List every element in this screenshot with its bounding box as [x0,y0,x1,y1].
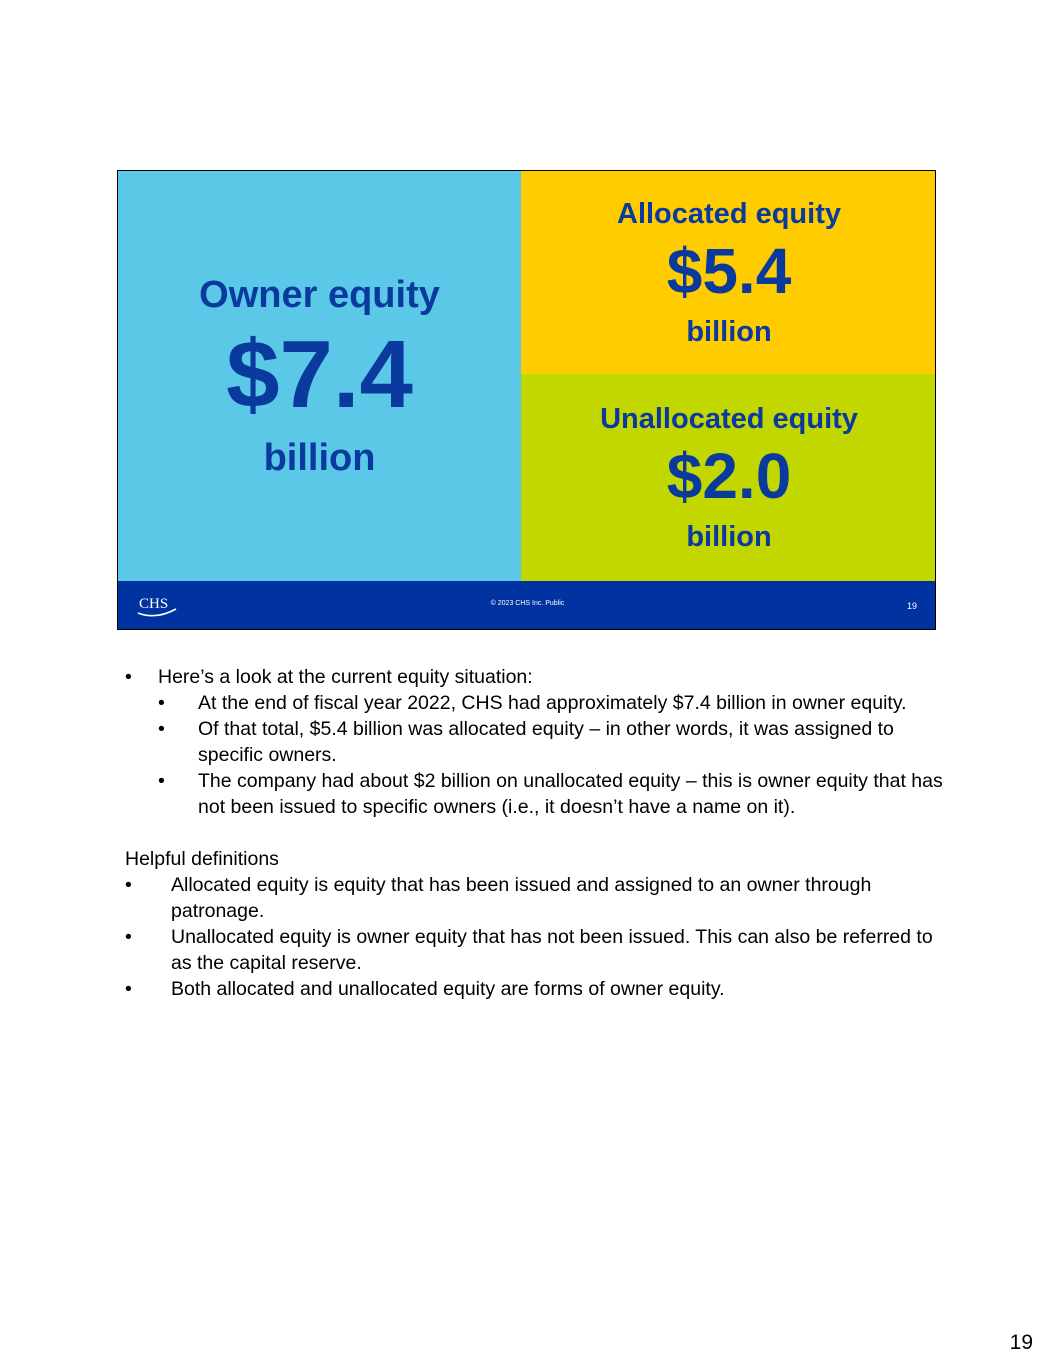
unallocated-equity-value: $2.0 [666,439,792,512]
definition-item [125,872,945,924]
allocated-equity-title: Allocated equity [617,197,841,230]
chs-logo-text: CHS [139,596,169,612]
notes-sub-item [125,716,945,768]
definition-item [125,924,945,976]
allocated-equity-value: $5.4 [666,234,792,307]
slide-thumbnail [117,170,936,630]
bullet-marker: • [158,770,165,792]
allocated-equity-unit: billion [686,315,772,348]
owner-equity-unit: billion [263,437,376,479]
owner-equity-value: $7.4 [226,321,413,428]
definition-text: Both allocated and unallocated equity are forms of owner equity. [171,978,725,1000]
allocated-equity-panel [521,171,936,374]
copyright-text: © 2023 CHS Inc. Public [490,600,565,607]
notes-sub-text: The company had about $2 billion on unallocated equity – this is owner equity that has not been issued to specific owners (i.e., it doesn’t have a name on it). [198,770,943,818]
bullet-marker: • [125,978,132,1000]
slide-footer [118,581,936,630]
unallocated-equity-unit: billion [686,520,772,553]
definition-item [125,976,945,1002]
definition-text: Allocated equity is equity that has been issued and assigned to an owner through patronage. [171,874,872,922]
bullet-marker: • [125,666,132,688]
owner-equity-title: Owner equity [199,274,440,316]
page-number: 19 [1009,1331,1033,1354]
notes-sub-text: At the end of fiscal year 2022, CHS had approximately $7.4 billion in owner equity. [198,692,907,714]
notes-sub-text: Of that total, $5.4 billion was allocated equity – in other words, it was assigned to specific owners. [198,718,894,766]
bullet-marker: • [125,874,132,896]
notes-intro-text: Here’s a look at the current equity situation: [158,666,533,688]
definitions-title: Helpful definitions [125,848,279,870]
unallocated-equity-title: Unallocated equity [600,402,858,435]
notes-sub-item [125,768,945,820]
slide-number: 19 [906,601,917,611]
notes-sub-item [125,690,945,716]
bullet-marker: • [158,692,165,714]
bullet-marker: • [158,718,165,740]
owner-equity-panel [118,171,521,581]
definition-text: Unallocated equity is owner equity that has not been issued. This can also be referred to as the capital reserve. [171,926,933,974]
bullet-marker: • [125,926,132,948]
unallocated-equity-panel [521,374,936,581]
notes-intro-item [125,664,945,690]
speaker-notes [125,664,945,1002]
